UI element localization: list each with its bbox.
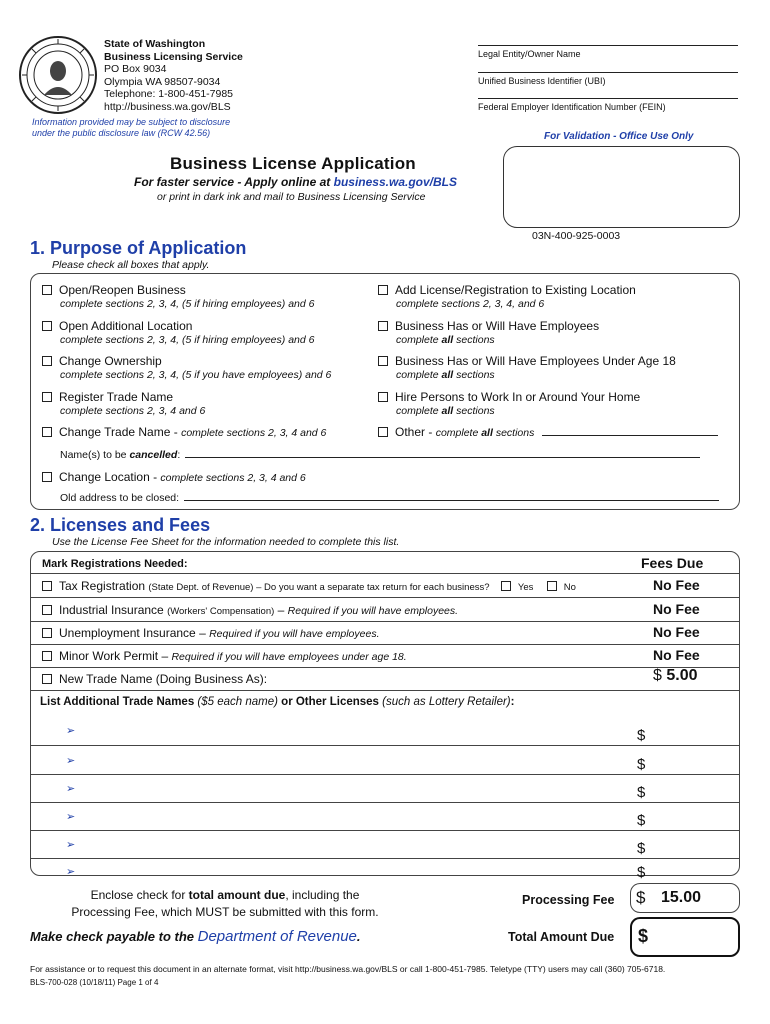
checkbox[interactable] <box>378 285 388 295</box>
option-sub: complete sections 2, 3, 4, (5 if hiring employees) and 6 <box>60 334 315 346</box>
section-2-note: Use the License Fee Sheet for the information needed to complete this list. <box>52 536 400 548</box>
checkbox[interactable] <box>42 472 52 482</box>
purpose-hire-home[interactable] <box>378 390 640 418</box>
purpose-other[interactable] <box>378 425 718 440</box>
option-label: Other - <box>395 425 436 439</box>
legal-entity-field[interactable] <box>478 45 738 59</box>
fee-minor-work-permit: No Fee <box>653 647 700 663</box>
agency-url: http://business.wa.gov/BLS <box>104 100 231 113</box>
checkbox[interactable] <box>378 392 388 402</box>
checkbox[interactable] <box>42 628 52 638</box>
list-arrow-icon: ➢ <box>66 725 76 737</box>
ubi-field[interactable] <box>478 72 738 86</box>
reg-question: – Do you want a separate tax return for each business? <box>253 582 490 593</box>
checkbox[interactable] <box>42 605 52 615</box>
option-label: Open Additional Location <box>59 319 193 333</box>
fees-due-header: Fees Due <box>641 555 704 571</box>
cancelled-names-field[interactable] <box>60 448 700 461</box>
agency-state: State of Washington <box>104 38 206 50</box>
additional-name-input[interactable] <box>84 804 624 830</box>
additional-dollar: $ <box>637 812 646 829</box>
form-number: BLS-700-028 (10/18/11) Page 1 of 4 <box>30 978 159 987</box>
ubi-label: Unified Business Identifier (UBI) <box>478 76 606 86</box>
fee-value: 5.00 <box>666 667 698 684</box>
yes-checkbox[interactable] <box>501 581 511 591</box>
purpose-open-reopen[interactable] <box>42 283 314 311</box>
list-arrow-icon: ➢ <box>66 866 76 878</box>
list-arrow-icon: ➢ <box>66 783 76 795</box>
reg-dash: – <box>158 649 172 663</box>
option-sub: complete sections 2, 3, 4, and 6 <box>396 298 545 310</box>
additional-dollar: $ <box>637 756 646 773</box>
option-sub: complete sections 2, 3, 4, (5 if hiring employees) and 6 <box>60 298 315 310</box>
section-2-heading: 2. Licenses and Fees <box>30 515 211 535</box>
reg-dash: – <box>195 626 210 640</box>
purpose-change-ownership[interactable] <box>42 354 331 382</box>
enclose-line-2: Processing Fee, which MUST be submitted with this form. <box>71 905 379 919</box>
option-label: Hire Persons to Work In or Around Your Home <box>395 390 641 404</box>
old-address-label: Old address to be closed: <box>60 492 180 504</box>
reg-note: Required if you will have employees. <box>209 628 380 640</box>
checkbox[interactable] <box>42 674 52 684</box>
other-input[interactable] <box>542 426 718 436</box>
additional-name-input[interactable] <box>84 718 624 745</box>
reg-label: Tax Registration <box>59 579 149 593</box>
total-amount-dollar: $ <box>638 926 649 946</box>
no-label: No <box>563 582 576 593</box>
mark-registrations-label: Mark Registrations Needed: <box>42 558 188 570</box>
agency-pobox: PO Box 9034 <box>104 63 167 75</box>
processing-fee-value: 15.00 <box>661 889 702 906</box>
checkbox[interactable] <box>42 285 52 295</box>
additional-dollar: $ <box>637 840 646 857</box>
section-1-heading: 1. Purpose of Application <box>30 238 247 258</box>
reg-new-trade-name[interactable] <box>42 672 267 686</box>
option-sub: complete sections 2, 3, 4 and 6 <box>60 405 206 417</box>
option-label: Open/Reopen Business <box>59 283 186 297</box>
cancelled-colon: : <box>177 449 181 461</box>
fee-new-trade-name <box>653 667 698 685</box>
validation-code: 03N-400-925-0003 <box>532 230 621 242</box>
no-checkbox[interactable] <box>547 581 557 591</box>
fein-label: Federal Employer Identification Number (FEIN) <box>478 102 666 112</box>
purpose-employees-under-18[interactable] <box>378 354 676 382</box>
option-label: Change Location - <box>59 470 161 484</box>
checkbox[interactable] <box>42 651 52 661</box>
list-arrow-icon: ➢ <box>66 811 76 823</box>
option-label: Register Trade Name <box>59 390 174 404</box>
checkbox[interactable] <box>42 321 52 331</box>
option-label: Change Trade Name - <box>59 425 182 439</box>
reg-tax-registration[interactable] <box>42 579 576 593</box>
department-name: Department of Revenue <box>197 928 357 945</box>
purpose-additional-location[interactable] <box>42 319 314 347</box>
enclose-instructions <box>40 887 410 921</box>
processing-fee-dollar: $ <box>636 888 646 907</box>
fee-tax-registration: No Fee <box>653 577 700 593</box>
reg-label: Minor Work Permit <box>59 649 159 663</box>
disclosure-notice <box>32 117 230 139</box>
additional-name-input[interactable] <box>84 832 624 858</box>
option-label: Business Has or Will Have Employees Under Age 18 <box>395 354 676 368</box>
processing-fee-label: Processing Fee <box>522 893 615 907</box>
purpose-employees[interactable] <box>378 319 599 347</box>
reg-dash: – <box>274 603 288 617</box>
purpose-change-location[interactable] <box>42 470 306 485</box>
option-label: Change Ownership <box>59 354 162 368</box>
additional-name-input[interactable] <box>84 747 624 774</box>
checkbox[interactable] <box>378 321 388 331</box>
cancelled-label: Name(s) to be <box>60 449 130 461</box>
option-sub: complete sections 2, 3, 4, (5 if you have employees) and 6 <box>60 369 332 381</box>
apply-online-line <box>134 175 457 189</box>
make-check-payable: Make check payable to the Department of Revenue. <box>30 928 361 945</box>
validation-box <box>503 146 740 228</box>
option-label: Add License/Registration to Existing Location <box>395 283 636 297</box>
agency-address <box>104 38 243 113</box>
list-arrow-icon: ➢ <box>66 755 76 767</box>
reg-minor-work-permit[interactable] <box>42 649 407 663</box>
fee-industrial-insurance: No Fee <box>653 601 700 617</box>
checkbox[interactable] <box>378 356 388 366</box>
section-1-note: Please check all boxes that apply. <box>52 259 210 271</box>
agency-name: Business Licensing Service <box>104 50 243 63</box>
reg-label: Unemployment Insurance <box>59 626 196 640</box>
additional-name-input[interactable] <box>84 860 624 876</box>
fee-unemployment-insurance: No Fee <box>653 624 700 640</box>
option-sub: complete all sections <box>396 405 495 417</box>
option-sub: complete sections 2, 3, 4 and 6 <box>160 472 306 484</box>
option-sub: complete all sections <box>396 334 495 346</box>
purpose-register-trade-name[interactable] <box>42 390 205 418</box>
old-address-field[interactable] <box>60 491 719 504</box>
form-title: Business License Application <box>170 154 416 173</box>
assistance-footer: For assistance or to request this document in an alternate format, visit http://business.wa.gov/BLS or call 1-800-451-7985. Teletype (TTY) users may call (360) 705-6718. <box>30 964 666 974</box>
cancelled-bold: cancelled <box>129 449 178 461</box>
checkbox[interactable] <box>42 581 52 591</box>
agency-city: Olympia WA 98507-9034 <box>104 75 221 88</box>
reg-agency: (Workers' Compensation) <box>167 606 275 617</box>
option-sub: complete sections 2, 3, 4 and 6 <box>181 427 327 439</box>
additional-trade-names-label: List Additional Trade Names ($5 each name) or Other Licenses (such as Lottery Retailer): <box>40 696 515 708</box>
old-address-input[interactable] <box>184 491 719 501</box>
disclosure-line-1: Information provided may be subject to disclosure <box>32 117 231 127</box>
checkbox[interactable] <box>378 427 388 437</box>
reg-label: Industrial Insurance <box>59 603 168 617</box>
reg-note: Required if you will have employees under age 18. <box>171 651 407 663</box>
option-sub: complete all sections <box>396 369 495 381</box>
purpose-change-trade-name[interactable] <box>42 425 326 440</box>
fein-field[interactable] <box>478 98 738 112</box>
agency-phone: Telephone: 1-800-451-7985 <box>104 88 234 100</box>
state-seal-icon <box>18 35 98 115</box>
checkbox[interactable] <box>42 392 52 402</box>
reg-industrial-insurance[interactable] <box>42 603 458 617</box>
checkbox[interactable] <box>42 356 52 366</box>
cancelled-names-input[interactable] <box>185 448 700 458</box>
reg-unemployment-insurance[interactable] <box>42 626 380 640</box>
legal-entity-label: Legal Entity/Owner Name <box>478 49 581 59</box>
purpose-add-license[interactable] <box>378 283 636 311</box>
mail-instructions: or print in dark ink and mail to Business Licensing Service <box>157 191 426 203</box>
reg-label: New Trade Name (Doing Business As): <box>59 672 268 686</box>
additional-dollar: $ <box>637 784 646 801</box>
additional-dollar: $ <box>637 727 646 744</box>
option-label: Business Has or Will Have Employees <box>395 319 600 333</box>
enclose-line-1: Enclose check for total amount due, including the <box>90 888 360 902</box>
option-sub: complete all sections <box>435 427 535 439</box>
additional-dollar: $ <box>637 864 646 881</box>
checkbox[interactable] <box>42 427 52 437</box>
yes-label: Yes <box>517 582 534 593</box>
apply-online-link[interactable]: business.wa.gov/BLS <box>333 175 457 189</box>
additional-name-input[interactable] <box>84 776 624 802</box>
list-arrow-icon: ➢ <box>66 839 76 851</box>
total-amount-label: Total Amount Due <box>508 930 615 944</box>
disclosure-line-2: under the public disclosure law (RCW 42.56) <box>32 128 211 138</box>
dollar-sign: $ <box>653 667 662 684</box>
validation-label: For Validation - Office Use Only <box>544 131 694 142</box>
apply-online-text: For faster service - Apply online at <box>134 175 334 189</box>
reg-agency: (State Dept. of Revenue) <box>148 582 254 593</box>
reg-note: Required if you will have employees. <box>287 605 459 617</box>
